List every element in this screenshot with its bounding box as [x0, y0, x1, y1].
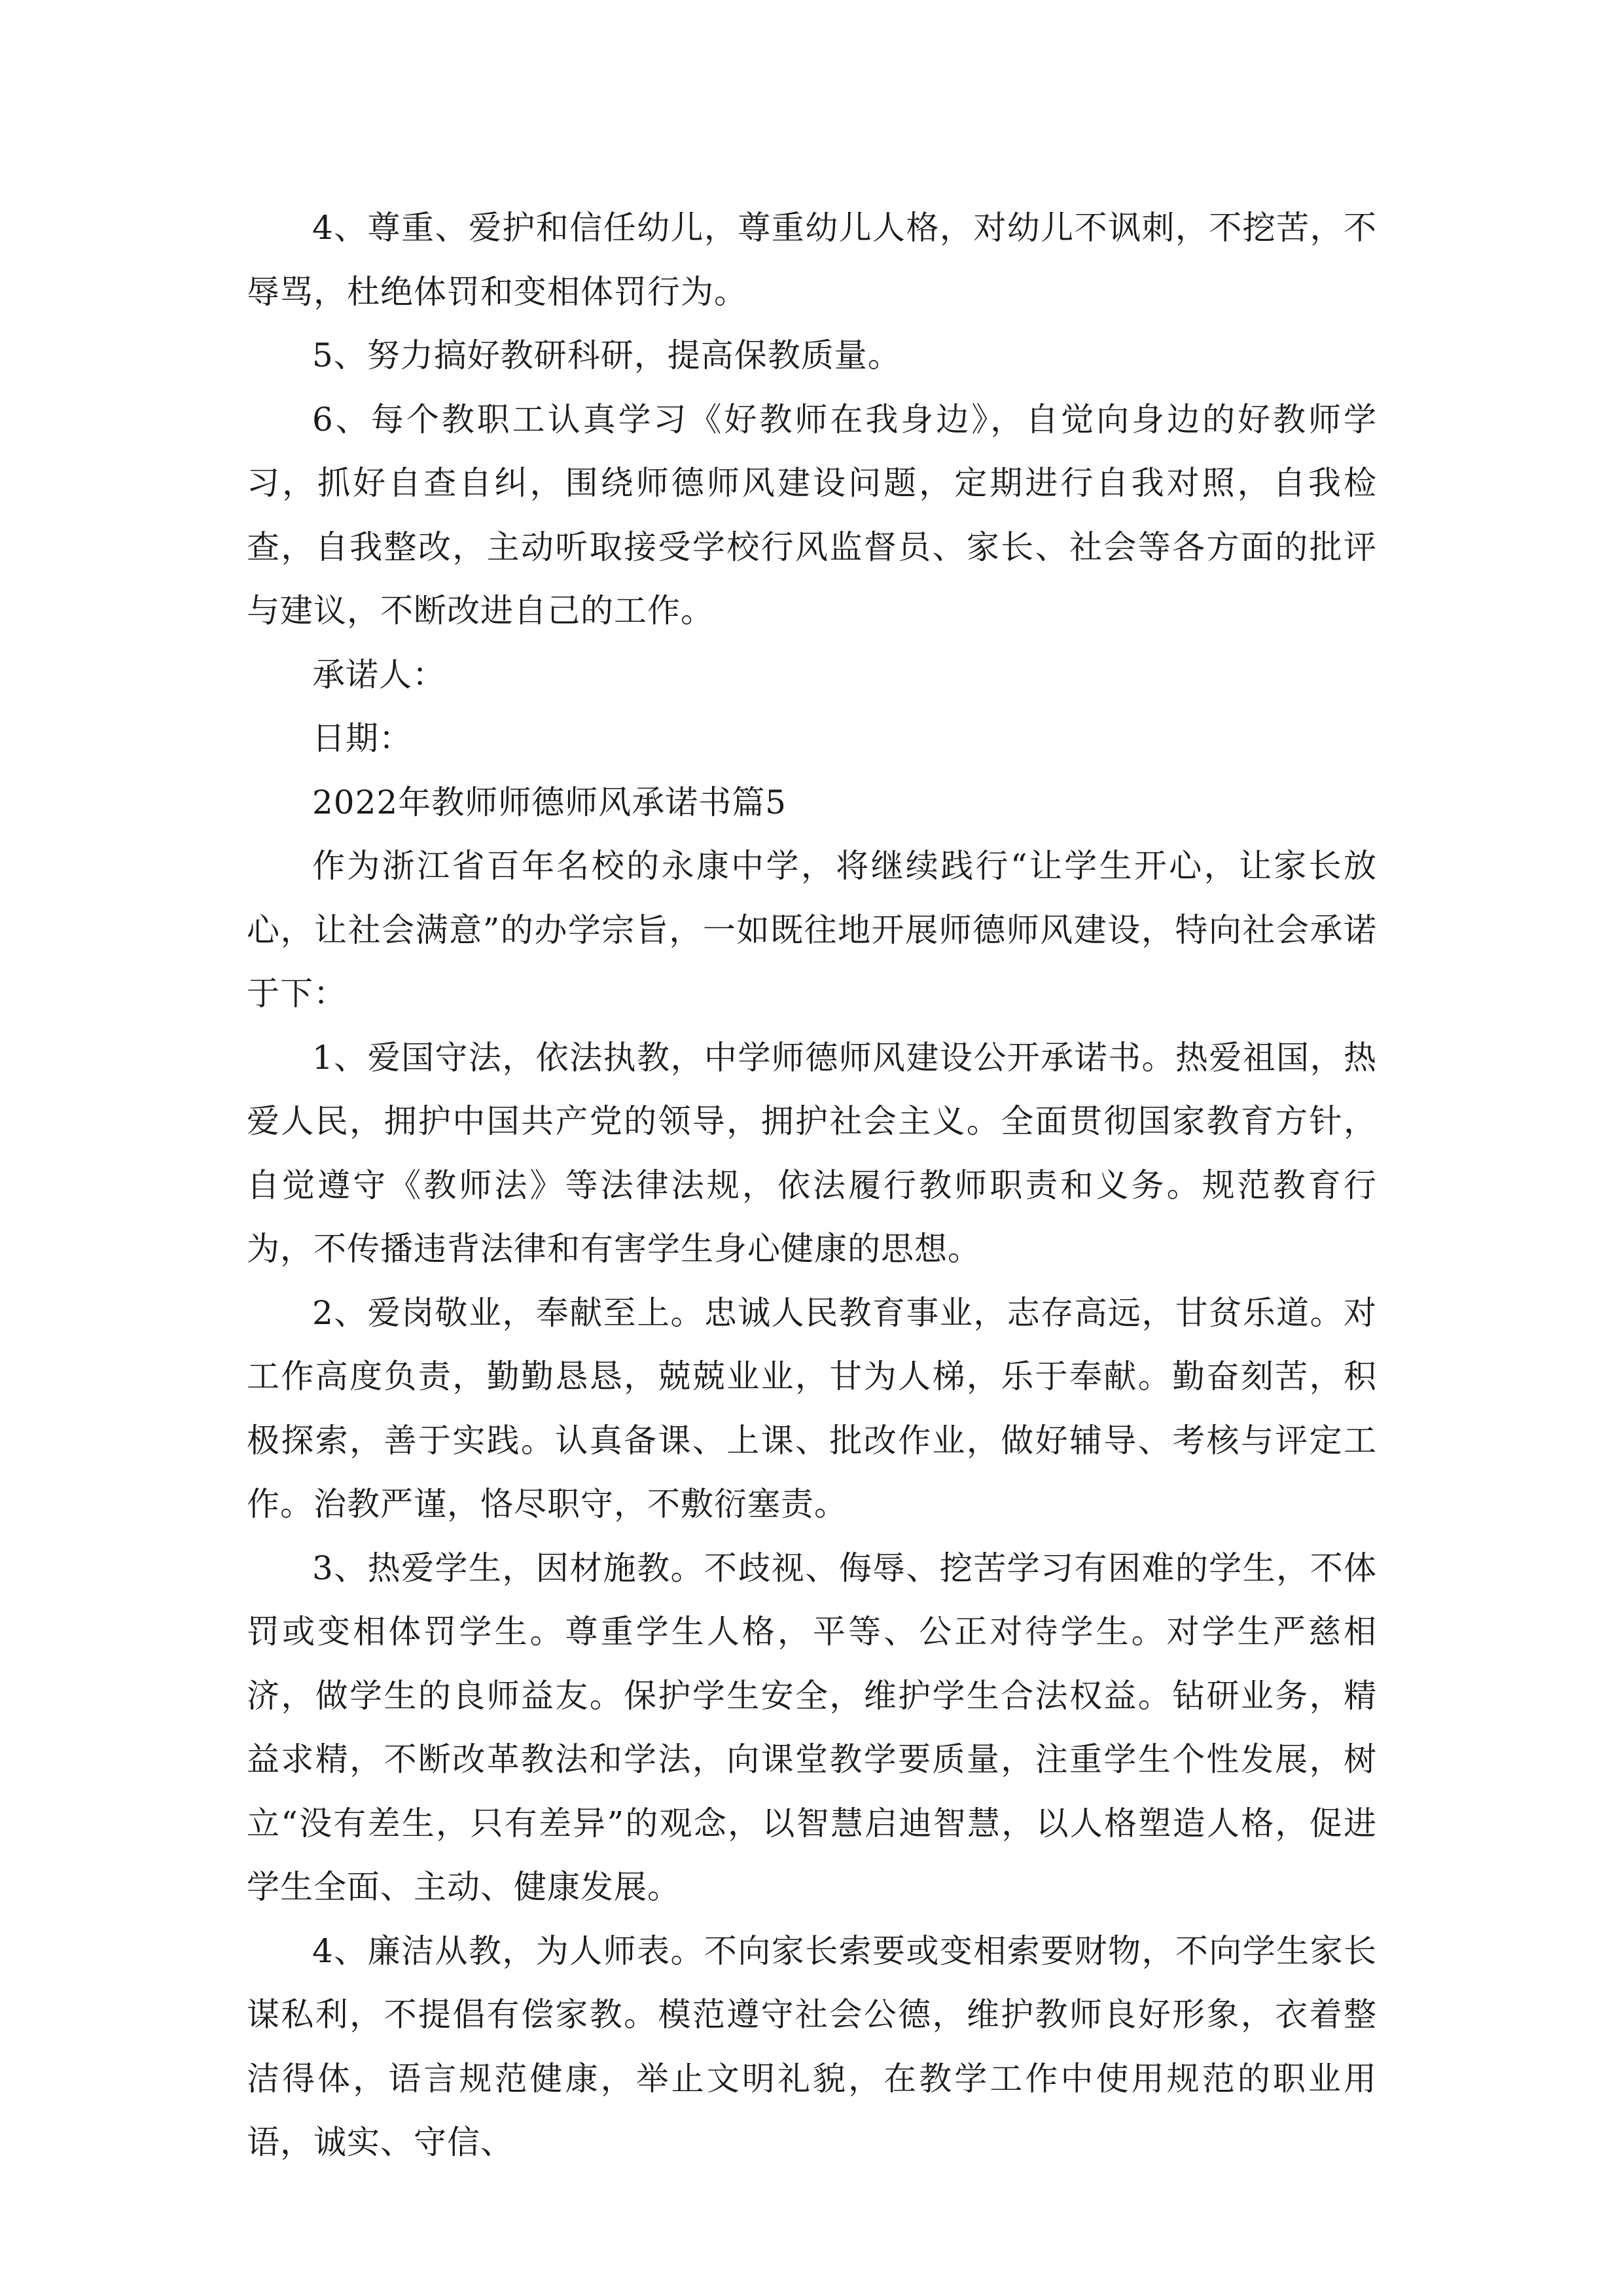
paragraph-item-3-love-students: 3、热爱学生，因材施教。不歧视、侮辱、挖苦学习有困难的学生，不体罚或变相体罚学生。尊重学生人格，平等、公正对待学生。对学生严慈相济，做学生的良师益友。保护学生安全，维护学生合法权益。钻研业务，精益求精，不断改革教法和学法，向课堂教学要质量，注重学生个性发展，树立“没有差生，只有差异”的观念，以智慧启迪智慧，以人格塑造人格，促进学生全面、主动、健康发展。 [247, 1549, 1377, 1906]
paragraph-item-6-study: 6、每个教职工认真学习《好教师在我身边》，自觉向身边的好教师学习，抓好自查自纠，围绕师德师风建设问题，定期进行自我对照，自我检查，自我整改，主动听取接受学校行风监督员、家长、社会等各方面的批评与建议，不断改进自己的工作。 [247, 400, 1377, 630]
date-label: 日期： [312, 719, 412, 757]
paragraph-item-5-research: 5、努力搞好教研科研，提高保教质量。 [312, 336, 901, 374]
paragraph-item-4-integrity: 4、廉洁从教，为人师表。不向家长索要或变相索要财物，不向学生家长谋私利，不提倡有偿家教。模范遵守社会公德，维护教师良好形象，衣着整洁得体，语言规范健康，举止文明礼貌，在教学工作中使用规范的职业用语，诚实、守信、 [247, 1931, 1377, 2161]
promiser-label: 承诺人： [312, 655, 446, 694]
intro-paragraph: 作为浙江省百年名校的永康中学，将继续践行“让学生开心，让家长放心，让社会满意”的办学宗旨，一如既往地开展师德师风建设，特向社会承诺于下： [247, 847, 1377, 1013]
paragraph-item-1-patriotism: 1、爱国守法，依法执教，中学师德师风建设公开承诺书。热爱祖国，热爱人民，拥护中国共产党的领导，拥护社会主义。全面贯彻国家教育方针，自觉遵守《教师法》等法律法规，依法履行教师职责和义务。规范教育行为，不传播违背法律和有害学生身心健康的思想。 [247, 1038, 1377, 1268]
section-heading: 2022年教师师德师风承诺书篇5 [312, 783, 787, 821]
document-page [247, 196, 1377, 2175]
paragraph-item-2-dedication: 2、爱岗敬业，奉献至上。忠诚人民教育事业，志存高远，甘贫乐道。对工作高度负责，勤勤恳恳，兢兢业业，甘为人梯，乐于奉献。勤奋刻苦，积极探索，善于实践。认真备课、上课、批改作业，做好辅导、考核与评定工作。治教严谨，恪尽职守，不敷衍塞责。 [247, 1293, 1377, 1523]
paragraph-item-4-respect-children: 4、尊重、爱护和信任幼儿，尊重幼儿人格，对幼儿不讽刺，不挖苦，不辱骂，杜绝体罚和变相体罚行为。 [247, 209, 1377, 311]
